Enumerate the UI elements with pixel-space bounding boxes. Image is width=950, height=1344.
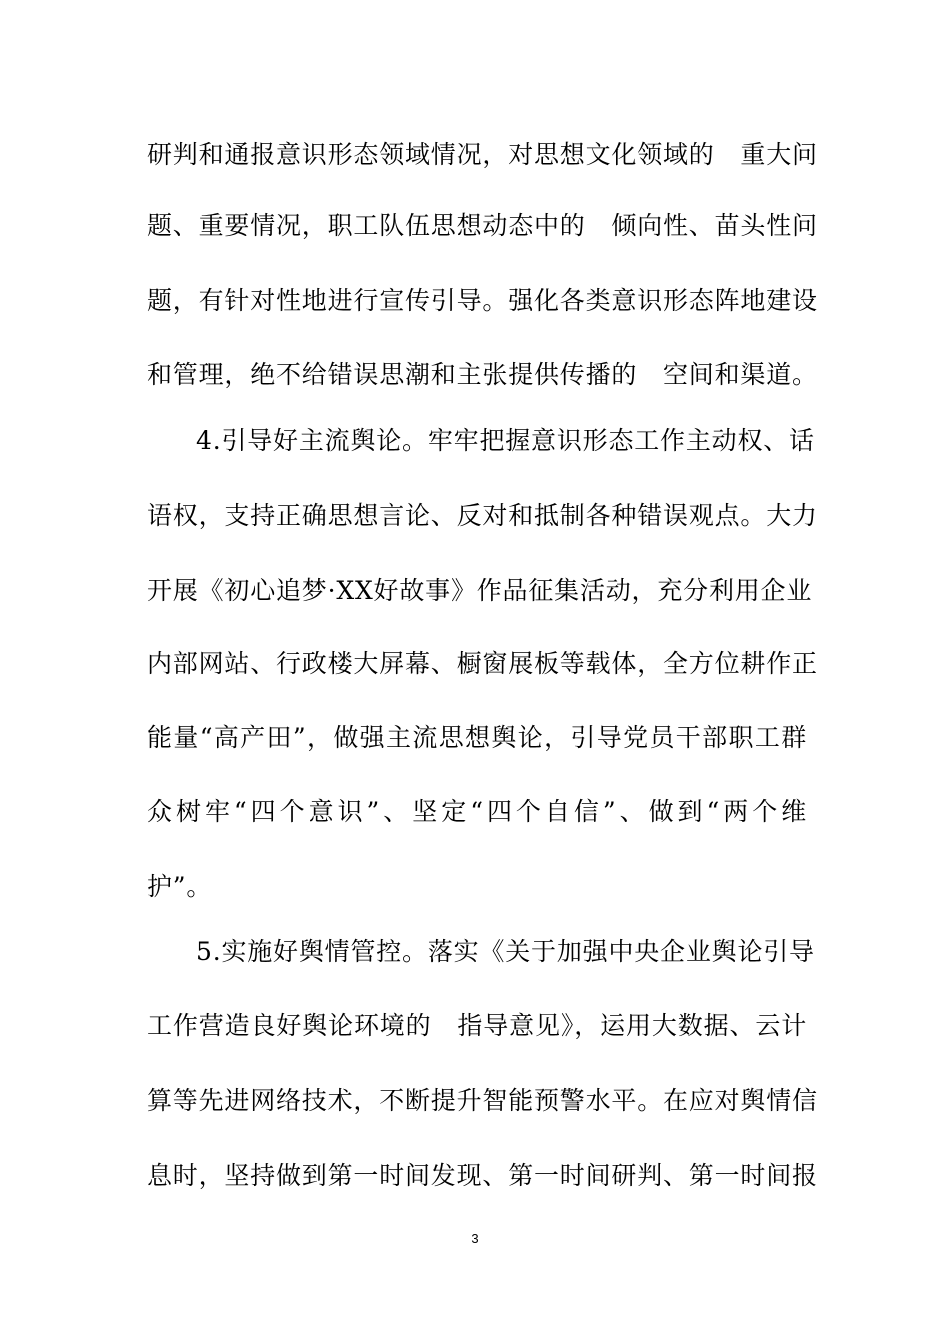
- body-text-line: 内部网站、行政楼大屏幕、橱窗展板等载体，全方位耕作正: [147, 649, 818, 678]
- body-text-line: 算等先进网络技术，不断提升智能预警水平。在应对舆情信: [147, 1086, 818, 1115]
- section-heading-line: 4.引导好主流舆论。牢牢把握意识形态工作主动权、话: [196, 426, 815, 455]
- body-text-line: 能量“高产田”，做强主流思想舆论，引导党员干部职工群: [147, 723, 807, 752]
- body-text-line: 息时，坚持做到第一时间发现、第一时间研判、第一时间报: [147, 1161, 818, 1190]
- body-text-line: 语权，支持正确思想言论、反对和抵制各种错误观点。大力: [147, 501, 818, 530]
- body-text-line: 护”。: [147, 872, 213, 901]
- body-text-line: 开展《初心追梦·XX好故事》作品征集活动，充分利用企业: [147, 576, 813, 605]
- body-text-line: 和管理，绝不给错误思潮和主张提供传播的 空间和渠道。: [147, 360, 818, 389]
- body-text-line: 众树牢“四个意识”、坚定“四个自信”、做到“两个维: [147, 797, 807, 826]
- body-text-line: 题，有针对性地进行宣传引导。强化各类意识形态阵地建设: [147, 286, 818, 315]
- section-heading-line: 5.实施好舆情管控。落实《关于加强中央企业舆论引导: [196, 937, 815, 966]
- page-number: 3: [471, 1231, 479, 1246]
- body-text-line: 工作营造良好舆论环境的 指导意见》，运用大数据、云计: [147, 1011, 807, 1040]
- body-text-line: 研判和通报意识形态领域情况，对思想文化领域的 重大问: [147, 140, 818, 169]
- body-text-line: 题、重要情况，职工队伍思想动态中的 倾向性、苗头性问: [147, 211, 818, 240]
